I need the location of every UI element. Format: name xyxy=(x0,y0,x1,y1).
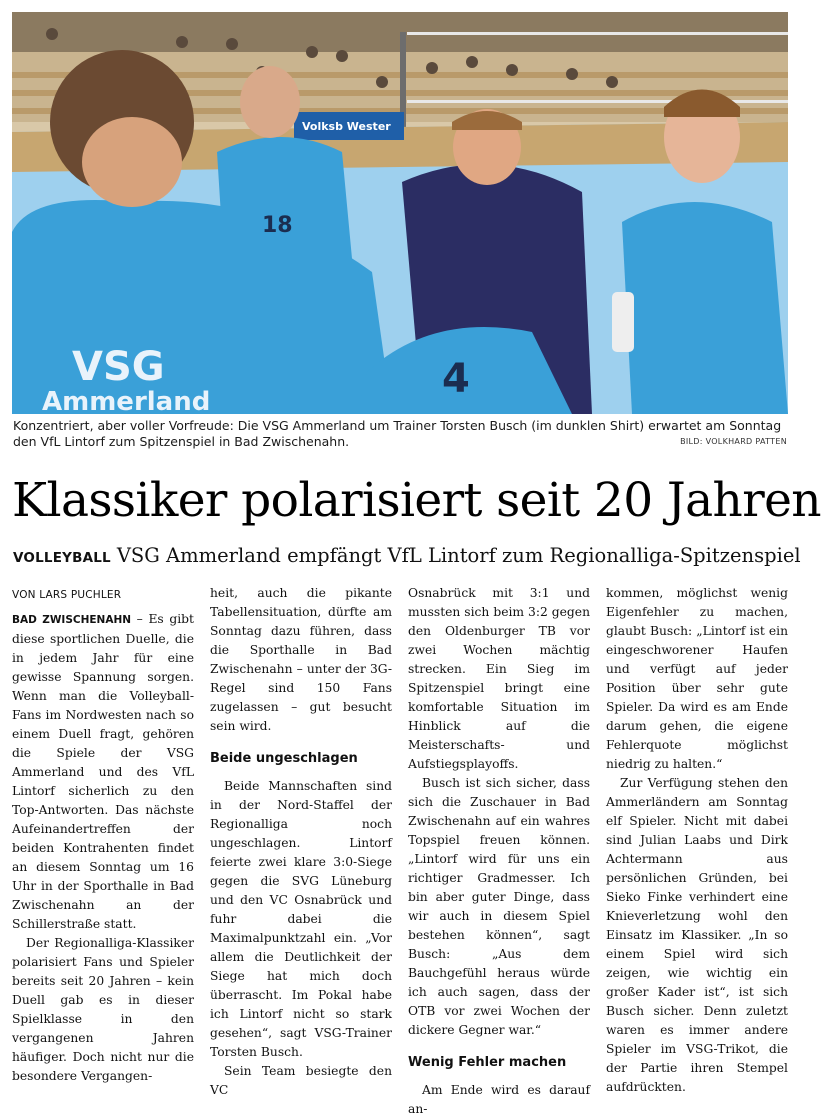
photo-caption: Konzentriert, aber voller Vorfreude: Die VSG Ammerland um Trainer Torsten Busch (im dunklen Shirt) erwartet am Sonntag den VfL Lintorf zum Spitzenspiel in Bad Zwischenahn. xyxy=(13,418,782,449)
paragraph-text: – Es gibt diese sportlichen Duelle, die in jedem Jahr für eine gewisse Spannung sorgen. Wenn man die Volleyball-Fans im Nordwesten nach so einem Duell fragt, gehören die Spiele der VSG Ammerland und des VfL Lintorf sicherlich zu den Top-Antworten. Das nächste Aufeinandertreffen der beiden Kontrahenten findet an diesem Sonntag um 16 Uhr in der Sporthalle in Bad Zwischenahn an der Schillerstraße statt. xyxy=(12,612,194,931)
paragraph: heit, auch die pikante Tabellensituation, dürfte am Sonntag dazu führen, dass die Sporthalle in Bad Zwischenahn – unter der 3G-Regel sind 150 Fans zugelassen – gut besucht sein wird. xyxy=(210,586,392,733)
article-column-1 xyxy=(12,584,194,1083)
paragraph: Der Regionalliga-Klassiker polarisiert Fans und Spieler bereits seit 20 Jahren – kein Duell gab es in dieser Spielklasse in den vergangenen Jahren häufiger. Doch nicht nur die besondere Vergangen- xyxy=(12,936,194,1083)
jersey-back-text: Ammerland xyxy=(42,387,211,417)
jersey-number-4: 4 xyxy=(442,356,470,402)
dateline: BAD ZWISCHENAHN xyxy=(12,614,132,626)
article-column-3 xyxy=(408,584,590,1116)
paragraph: Am Ende wird es darauf an- xyxy=(408,1083,590,1116)
jersey-front-text: VSG xyxy=(72,344,165,390)
paragraph: Sein Team besiegte den VC xyxy=(210,1064,392,1097)
paragraph: kommen, möglichst wenig Eigenfehler zu machen, glaubt Busch: „Lintorf ist ein eingeschworener Haufen und verfügt auf jeder Position über sehr gute Spieler. Da wird es am Ende darum gehen, die eigene Fehlerquote möglichst niedrig zu halten.“ xyxy=(606,586,788,771)
paragraph xyxy=(12,610,194,934)
team-photo xyxy=(12,12,788,417)
byline: VON LARS PUCHLER xyxy=(12,589,122,601)
jersey-number-18: 18 xyxy=(262,213,293,238)
subheadline-row xyxy=(13,543,801,571)
headline: Klassiker polarisiert seit 20 Jahren xyxy=(12,473,821,528)
paragraph: Beide Mannschaften sind in der Nord-Staffel der Regionalliga noch ungeschlagen. Lintorf feierte zwei klare 3:0-Siege gegen die SVG Lüneburg und den VC Osnabrück und fuhr dabei die Maximalpunktzahl ein. „Vor allem die Deutlichkeit der Siege hat mich doch überrascht. Im Pokal habe ich Lintorf nicht so stark gesehen“, sagt VSG-Trainer Torsten Busch. xyxy=(210,779,392,1059)
subheadline: VSG Ammerland empfängt VfL Lintorf zum Regionalliga-Spitzenspiel xyxy=(116,544,801,567)
article-column-2 xyxy=(210,584,392,1097)
photo-credit: BILD: VOLKHARD PATTEN xyxy=(680,437,787,446)
section-heading: Beide ungeschlagen xyxy=(210,751,358,766)
section-heading: Wenig Fehler machen xyxy=(408,1055,567,1070)
paragraph: Osnabrück mit 3:1 und mussten sich beim 3:2 gegen den Oldenburger TB vor zwei Wochen mächtig strecken. Ein Sieg im Spitzenspiel bringt eine komfortable Situation im Hinblick auf die Meisterschafts- und Aufstiegsplayoffs. xyxy=(408,586,590,771)
kicker: VOLLEYBALL xyxy=(13,550,111,566)
paragraph: Zur Verfügung stehen den Ammerländern am Sonntag elf Spieler. Nicht mit dabei sind Julian Laabs und Dirk Achtermann aus persönlichen Gründen, bei Sieko Finke verhindert eine Knieverletzung wohl den Einsatz im Klassiker. „In so einem Spiel wird sich zeigen, wie wichtig ein großer Kader ist“, ist sich Busch sicher. Denn zuletzt waren es immer andere Spieler im VSG-Trikot, die der Partie ihren Stempel aufdrückten. xyxy=(606,776,788,1094)
article-column-4 xyxy=(606,584,788,1094)
article-body xyxy=(12,584,788,1116)
sponsor-banner-text: Volksb Wester xyxy=(302,120,391,133)
paragraph: Busch ist sich sicher, dass sich die Zuschauer in Bad Zwischenahn auf ein wahres Topspiel freuen können. „Lintorf wird für uns ein richtiger Gradmesser. Ich bin aber guter Dinge, dass wir auch in diesem Spiel bestehen können“, sagt Busch: „Aus dem Bauchgefühl heraus würde ich auch sagen, dass der OTB vor zwei Wochen der dickere Gegner war.“ xyxy=(408,776,590,1037)
